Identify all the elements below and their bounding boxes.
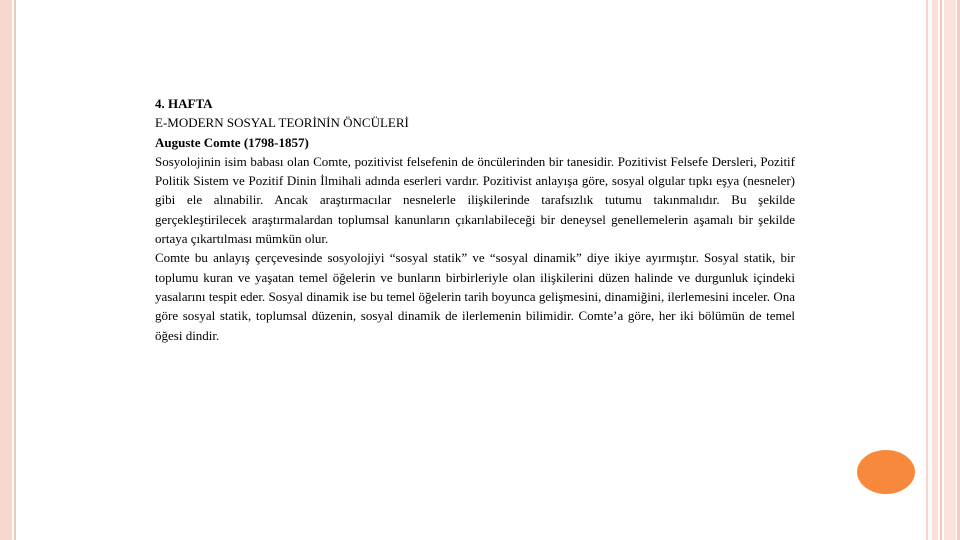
right-decorative-stripes xyxy=(926,0,960,540)
paragraph-2: Comte bu anlayış çerçevesinde sosyolojiyi “sosyal statik” ve “sosyal dinamik” diye ikiye ayırmıştır. Sosyal statik, bir toplumu kuran ve yaşatan temel öğelerin ve bunların birbirleriyle olan ilişkilerini düzen halinde ve durgunluk içindeki yasalarını tespit eder. Sosyal dinamik ise bu temel öğelerin tarih boyunca gelişmesini, dinamiğini, ilerlemesini inceler. Ona göre sosyal statik, toplumsal düzenin, sosyal dinamik de ilerlemenin bilimidir. Comte’a göre, her iki bölümün de temel öğesi dindir. xyxy=(155,250,795,343)
week-heading: 4. HAFTA xyxy=(155,96,213,111)
decorative-orange-circle xyxy=(857,450,915,494)
stripe xyxy=(940,0,942,540)
slide-content xyxy=(155,94,795,345)
left-frame-border xyxy=(0,0,12,540)
paragraph-1: Sosyolojinin isim babası olan Comte, pozitivist felsefenin de öncülerinden bir tanesidir. Pozitivist Felsefe Dersleri, Pozitif Politik Sistem ve Pozitif Dinin İlmihali adında eserleri vardır. Pozitivist anlayışa göre, sosyal olgular tıpkı eşya (nesneler) gibi ele alınabilir. Ancak araştırmacılar nesnelerle ilişkilerinde tarafsızlık tutumu takınmalıdır. Bu şekilde gerçekleştirilecek araştırmalardan toplumsal kanunların çıkarılabileceği bir deneysel genellemelerin aşamalı bir şekilde ortaya çıkartılması mümkün olur. xyxy=(155,153,795,247)
stripe xyxy=(944,0,956,540)
section-title: E-MODERN SOSYAL TEORİNİN ÖNCÜLERİ xyxy=(155,115,409,131)
left-frame-line xyxy=(14,0,16,540)
person-title: Auguste Comte (1798-1857) xyxy=(155,134,309,150)
stripe xyxy=(926,0,928,540)
stripe xyxy=(932,0,938,540)
